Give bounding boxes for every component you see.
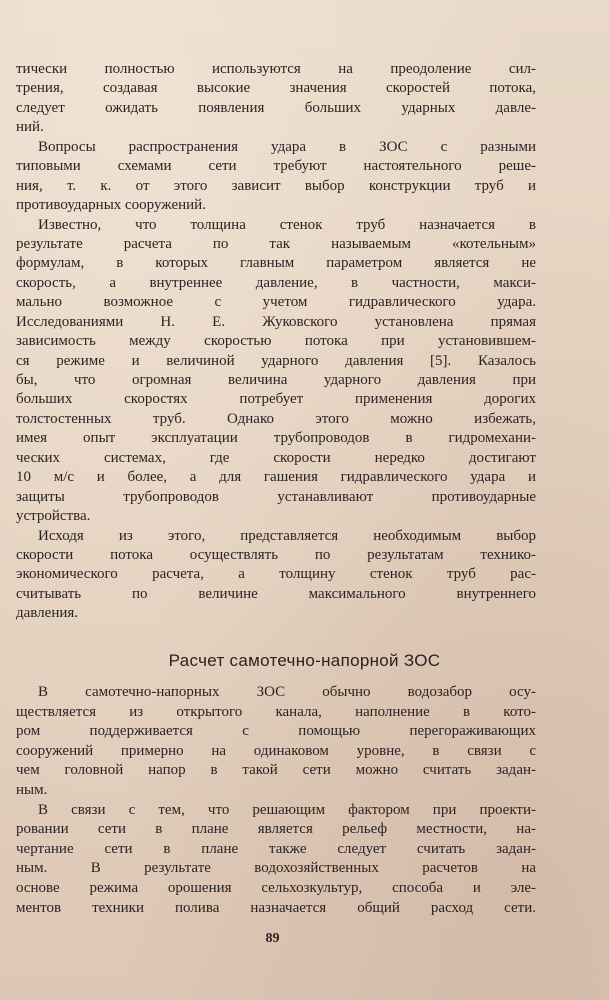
text-line: Исследованиями Н. Е. Жуковского установлена прямая — [16, 313, 536, 330]
text-line: экономического расчета, а толщину стенок труб рас- — [16, 566, 536, 583]
text-line: 10 м/с и более, а для гашения гидравлического удара и — [16, 469, 536, 486]
text-line: скорость, а внутреннее давление, в частности, макси- — [16, 274, 536, 291]
text-line: ществляется из открытого канала, наполнение в кото- — [16, 703, 536, 720]
text-line: следует ожидать появления больших ударных давле- — [16, 99, 536, 116]
text-line: ческих системах, где скорости нередко достигают — [16, 449, 536, 466]
text-line: чертание сети в плане также следует считать задан- — [16, 840, 536, 857]
text-line: ровании сети в плане является рельеф местности, на- — [16, 821, 536, 838]
text-line: считывать по величине максимального внутреннего — [16, 585, 536, 602]
text-line: ром поддерживается с помощью перегораживающих — [16, 723, 536, 740]
text-line: ным. В результате водохозяйственных расчетов на — [16, 860, 536, 877]
text-line: давления. — [16, 605, 79, 622]
text-line: бы, что огромная величина ударного давления при — [16, 372, 536, 388]
text-line: устройства. — [16, 508, 91, 525]
text-line: зависимость между скоростью потока при установившем- — [16, 333, 536, 350]
text-line: имея опыт эксплуатации трубопроводов в гидромехани- — [16, 430, 536, 447]
text-line: В самотечно-напорных ЗОС обычно водозабор осу- — [38, 684, 536, 700]
text-line: В связи с тем, что решающим фактором при проекти- — [38, 801, 536, 818]
text-line: тически полностью используются на преодоление сил- — [16, 61, 536, 77]
page-number: 89 — [265, 931, 280, 946]
text-line: больших скоростях потребует применения дорогих — [16, 391, 536, 408]
text-line: трения, создавая высокие значения скоростей потока, — [16, 80, 536, 97]
text-line: ным. — [16, 781, 48, 798]
text-line: ментов техники полива назначается общий расход сети. — [16, 899, 536, 916]
text-line: ся режиме и величиной ударного давления [5]. Казалось — [16, 352, 536, 369]
body-text-bottom — [16, 683, 536, 918]
text-line: Вопросы распространения удара в ЗОС с разными — [38, 138, 536, 155]
text-line: результате расчета по так называемым «котельным» — [16, 235, 536, 252]
text-line: сооружений примерно на одинаковом уровне, в связи с — [16, 742, 536, 759]
text-line: Известно, что толщина стенок труб назначается в — [38, 216, 536, 233]
text-line: толстостенных труб. Однако этого можно избежать, — [16, 410, 536, 427]
text-line: скорости потока осуществлять по результатам технико- — [16, 546, 536, 563]
text-line: противоударных сооружений. — [16, 197, 206, 214]
text-line: формулам, в которых главным параметром является не — [16, 255, 536, 272]
text-line: типовыми схемами сети требуют настоятельного реше- — [16, 158, 536, 175]
body-text-top — [16, 60, 536, 624]
text-line: основе режима орошения сельхозкультур, способа и эле- — [16, 879, 536, 896]
text-line: ния, т. к. от этого зависит выбор конструкции труб и — [16, 177, 536, 194]
text-line: мально возможное с учетом гидравлического удара. — [16, 294, 536, 311]
section-heading: Расчет самотечно-напорной ЗОС — [168, 651, 441, 670]
text-line: ний. — [16, 119, 44, 136]
text-line: защиты трубопроводов устанавливают противоударные — [16, 488, 536, 505]
text-line: чем головной напор в такой сети можно считать задан- — [16, 762, 536, 779]
text-line: Исходя из этого, представляется необходимым выбор — [38, 527, 536, 544]
